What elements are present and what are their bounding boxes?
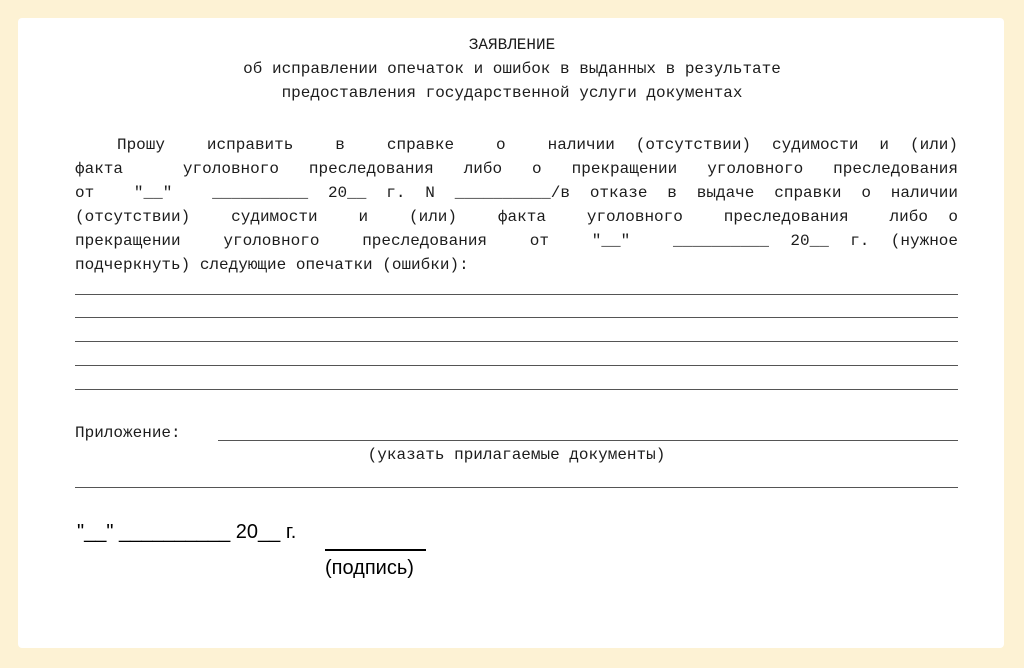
- errors-fill-line[interactable]: [75, 294, 958, 295]
- body-line: (отсутствии) судимости и (или) факта уголовного преследования либо о: [75, 208, 958, 226]
- body-line: подчеркнуть) следующие опечатки (ошибки):: [75, 256, 469, 274]
- document-subtitle-line-1: об исправлении опечаток и ошибок в выданных в результате: [243, 60, 781, 78]
- errors-fill-line[interactable]: [75, 341, 958, 342]
- date-field[interactable]: "__" __________ 20__ г.: [77, 521, 297, 543]
- document-sheet: [18, 18, 1004, 648]
- signature-label: (подпись): [325, 557, 414, 579]
- attachment-label: Приложение:: [75, 424, 181, 442]
- errors-fill-line[interactable]: [75, 389, 958, 390]
- body-line: Прошу исправить в справке о наличии (отсутствии) судимости и (или): [75, 136, 958, 154]
- document-title: ЗАЯВЛЕНИЕ: [468, 36, 556, 54]
- errors-fill-line[interactable]: [75, 317, 958, 318]
- signature-line[interactable]: [325, 549, 426, 551]
- errors-fill-line[interactable]: [75, 365, 958, 366]
- attachment-hint: (указать прилагаемые документы): [367, 446, 666, 464]
- attachment-fill-line-2[interactable]: [75, 487, 958, 488]
- attachment-fill-line[interactable]: [218, 440, 958, 441]
- document-subtitle-line-2: предоставления государственной услуги документах: [281, 84, 743, 102]
- body-line: от "__" __________ 20__ г. N __________/в отказе в выдаче справки о наличии: [75, 184, 958, 202]
- body-line: факта уголовного преследования либо о прекращении уголовного преследования: [75, 160, 958, 178]
- body-line: прекращении уголовного преследования от "__" __________ 20__ г. (нужное: [75, 232, 958, 250]
